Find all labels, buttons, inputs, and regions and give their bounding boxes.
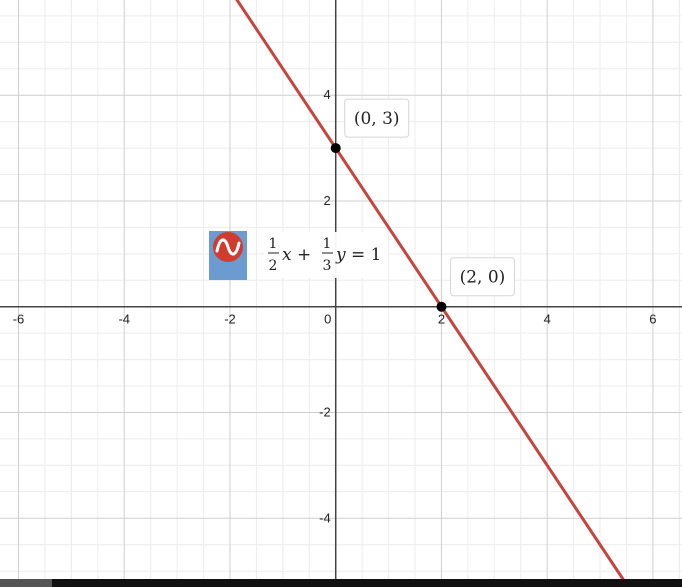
x-tick-label: 4 <box>543 311 551 327</box>
term1-denominator: 2 <box>268 258 278 274</box>
point-label: (2, 0) <box>459 267 506 288</box>
x-tick-label: 6 <box>649 311 657 327</box>
x-tick-label: 0 <box>324 311 332 327</box>
equation-equals: = 1 <box>351 245 382 265</box>
x-tick-label: -4 <box>118 311 131 327</box>
term2-denominator: 3 <box>322 258 332 274</box>
y-tick-label: -4 <box>319 510 331 526</box>
term2-variable: y <box>336 245 346 265</box>
x-tick-labels <box>13 312 657 327</box>
point-marker <box>436 302 446 312</box>
x-tick-label: 2 <box>437 311 446 327</box>
x-tick-label: -6 <box>12 311 25 327</box>
term2-numerator: 1 <box>322 236 332 252</box>
y-tick-label: 2 <box>323 192 331 208</box>
equation-label <box>209 231 388 280</box>
term1-variable: x <box>282 245 292 265</box>
desmos-wave-icon <box>209 231 247 280</box>
y-tick-label: 4 <box>323 87 331 103</box>
term1-numerator: 1 <box>268 236 278 252</box>
y-tick-label: -2 <box>319 404 331 420</box>
equation-plus: + <box>297 245 312 265</box>
series-layer <box>230 0 627 584</box>
series-line <box>230 0 627 584</box>
point-label: (0, 3) <box>353 109 400 130</box>
bottom-bar-handle <box>0 579 52 587</box>
bottom-bar <box>0 579 682 587</box>
x-tick-label: -2 <box>224 311 236 327</box>
point-marker <box>331 143 341 153</box>
